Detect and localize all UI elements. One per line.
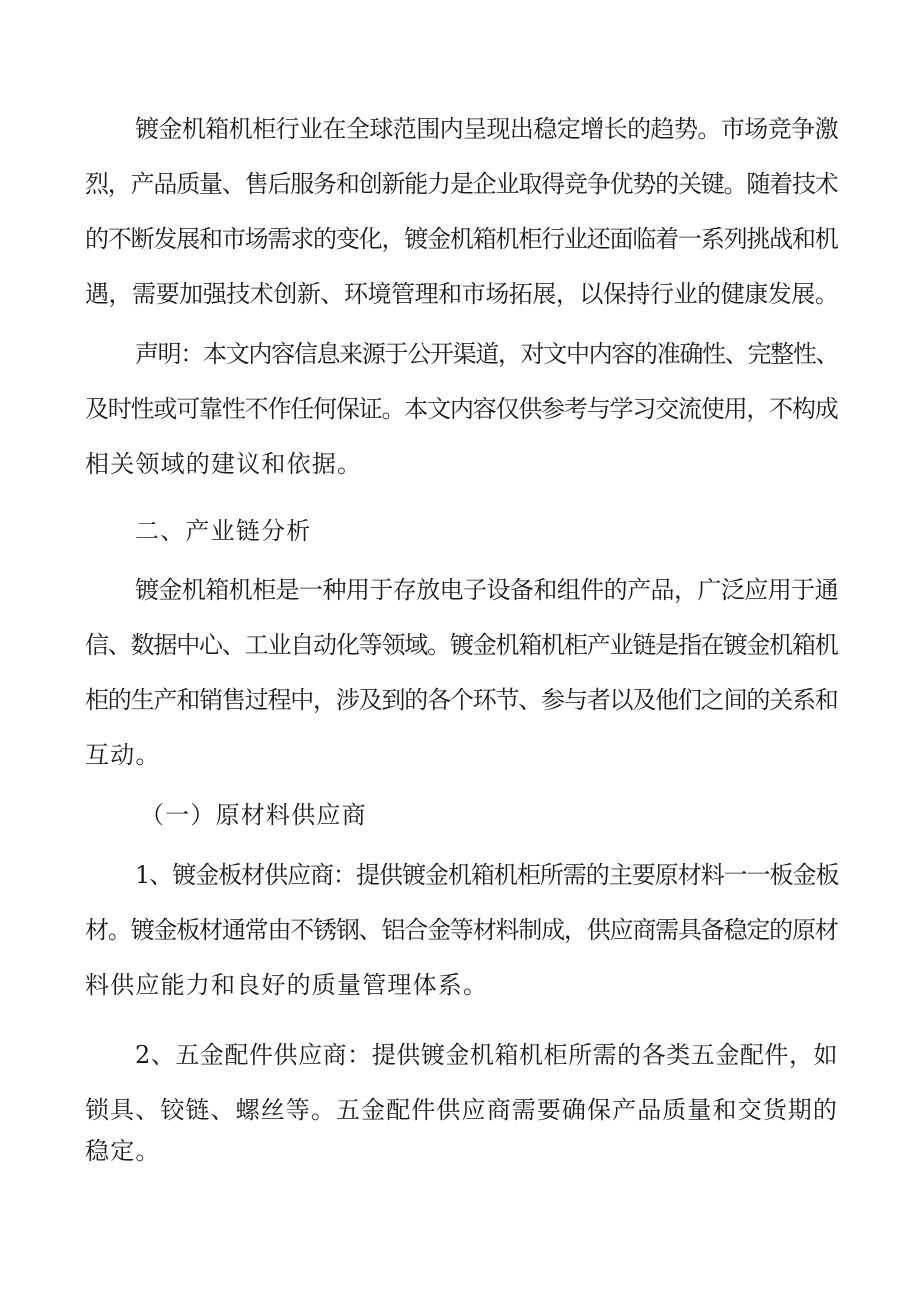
section-heading: 二、产业链分析 [135, 517, 312, 545]
paragraph-1-line-3: 的不断发展和市场需求的变化，镀金机箱机柜行业还面临着一系列挑战和机 [85, 225, 838, 253]
paragraph-1-line-1: 镀金机箱机柜行业在全球范围内呈现出稳定增长的趋势。市场竞争激 [135, 115, 838, 143]
paragraph-2-line-2: 信、数据中心、工业自动化等领域。镀金机箱机柜产业链是指在镀金机箱机 [85, 631, 838, 659]
item-2-line-2: 锁具、铰链、螺丝等。五金配件供应商需要确保产品质量和交货期的 [85, 1096, 838, 1124]
paragraph-1-line-2: 烈，产品质量、售后服务和创新能力是企业取得竞争优势的关键。随着技术 [85, 170, 838, 198]
item-2-line-3: 稳定。 [85, 1137, 161, 1165]
item-2-line-1: 2、五金配件供应商：提供镀金机箱机柜所需的各类五金配件，如 [135, 1041, 839, 1069]
disclaimer-line-3: 相关领域的建议和依据。 [85, 450, 363, 478]
disclaimer-line-1: 声明：本文内容信息来源于公开渠道，对文中内容的准确性、完整性、 [135, 340, 839, 368]
item-1-line-1: 1、镀金板材供应商：提供镀金机箱机柜所需的主要原材料一一板金板 [135, 861, 839, 889]
paragraph-2-line-3: 柜的生产和销售过程中，涉及到的各个环节、参与者以及他们之间的关系和 [85, 686, 838, 714]
item-1-line-2: 材。镀金板材通常由不锈钢、铝合金等材料制成，供应商需具备稳定的原材 [85, 916, 838, 944]
paragraph-2-line-1: 镀金机箱机柜是一种用于存放电子设备和组件的产品，广泛应用于通 [135, 576, 838, 604]
paragraph-2-line-4: 互动。 [85, 741, 161, 769]
subheading: （一）原材料供应商 [140, 801, 367, 829]
item-1-line-3: 料供应能力和良好的质量管理体系。 [85, 971, 489, 999]
paragraph-1-line-4: 遇，需要加强技术创新、环境管理和市场拓展，以保持行业的健康发展。 [85, 280, 839, 308]
disclaimer-line-2: 及时性或可靠性不作任何保证。本文内容仅供参考与学习交流使用，不构成 [85, 395, 838, 423]
